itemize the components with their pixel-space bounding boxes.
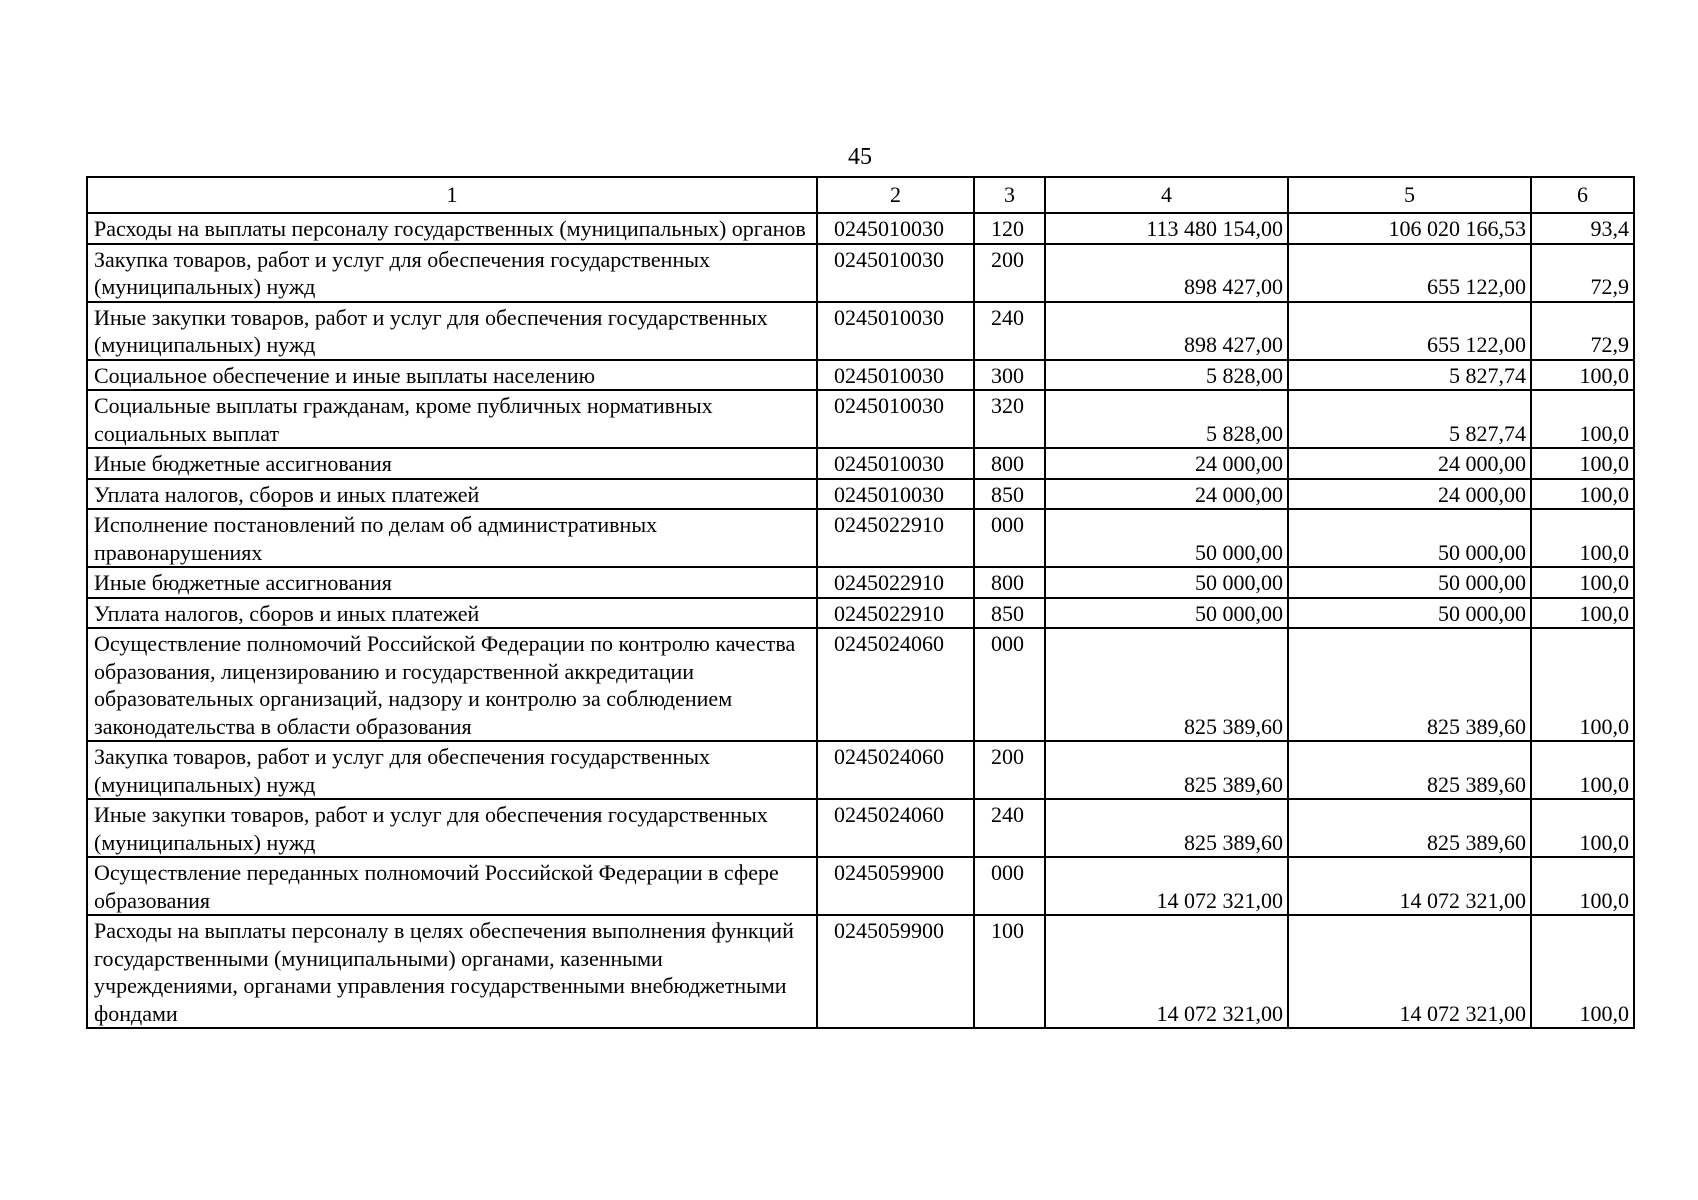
row-percent-cell: 100,0 — [1531, 741, 1634, 799]
column-header-6: 6 — [1531, 177, 1634, 213]
row-type-cell: 000 — [974, 509, 1045, 567]
row-percent-cell: 100,0 — [1531, 567, 1634, 598]
row-name-cell: Исполнение постановлений по делам об административных правонарушениях — [87, 509, 817, 567]
row-fact-cell: 50 000,00 — [1288, 567, 1531, 598]
row-name-cell: Социальное обеспечение и иные выплаты населению — [87, 360, 817, 391]
row-code-cell: 0245024060 — [817, 741, 974, 799]
row-fact-cell: 825 389,60 — [1288, 799, 1531, 857]
row-percent-cell: 100,0 — [1531, 448, 1634, 479]
row-code-cell: 0245022910 — [817, 509, 974, 567]
table-row — [87, 244, 1634, 302]
row-fact-cell: 106 020 166,53 — [1288, 213, 1531, 244]
row-percent-cell: 100,0 — [1531, 509, 1634, 567]
row-name-cell: Иные закупки товаров, работ и услуг для обеспечения государственных (муниципальных) нужд — [87, 302, 817, 360]
row-name-cell: Расходы на выплаты персоналу в целях обеспечения выполнения функций государственными (муниципальными) органами, казенными учреждениями, органами управления государственными внебюджетными фондами — [87, 915, 817, 1028]
row-percent-cell: 72,9 — [1531, 302, 1634, 360]
row-name-cell: Осуществление полномочий Российской Федерации по контролю качества образования, лицензированию и государственной аккредитации образовательных организаций, надзору и контролю за соблюдением законодательства в области образования — [87, 628, 817, 741]
table-row — [87, 915, 1634, 1028]
row-fact-cell: 825 389,60 — [1288, 741, 1531, 799]
table-row — [87, 509, 1634, 567]
row-type-cell: 200 — [974, 244, 1045, 302]
row-code-cell: 0245010030 — [817, 360, 974, 391]
row-type-cell: 200 — [974, 741, 1045, 799]
row-percent-cell: 93,4 — [1531, 213, 1634, 244]
row-type-cell: 120 — [974, 213, 1045, 244]
row-name-cell: Иные бюджетные ассигнования — [87, 567, 817, 598]
row-name-cell: Закупка товаров, работ и услуг для обеспечения государственных (муниципальных) нужд — [87, 741, 817, 799]
row-type-cell: 100 — [974, 915, 1045, 1028]
row-name-cell: Социальные выплаты гражданам, кроме публичных нормативных социальных выплат — [87, 390, 817, 448]
table-body — [87, 213, 1634, 1028]
row-percent-cell: 72,9 — [1531, 244, 1634, 302]
row-name-cell: Расходы на выплаты персоналу государственных (муниципальных) органов — [87, 213, 817, 244]
row-plan-cell: 50 000,00 — [1045, 598, 1288, 629]
row-code-cell: 0245022910 — [817, 598, 974, 629]
row-plan-cell: 24 000,00 — [1045, 479, 1288, 510]
row-fact-cell: 50 000,00 — [1288, 509, 1531, 567]
row-code-cell: 0245059900 — [817, 915, 974, 1028]
row-code-cell: 0245010030 — [817, 213, 974, 244]
row-fact-cell: 24 000,00 — [1288, 448, 1531, 479]
row-fact-cell: 24 000,00 — [1288, 479, 1531, 510]
row-plan-cell: 825 389,60 — [1045, 799, 1288, 857]
row-percent-cell: 100,0 — [1531, 360, 1634, 391]
table-row — [87, 567, 1634, 598]
column-header-2: 2 — [817, 177, 974, 213]
row-type-cell: 320 — [974, 390, 1045, 448]
table-row — [87, 799, 1634, 857]
column-header-5: 5 — [1288, 177, 1531, 213]
row-code-cell: 0245010030 — [817, 244, 974, 302]
row-plan-cell: 825 389,60 — [1045, 741, 1288, 799]
row-code-cell: 0245024060 — [817, 799, 974, 857]
row-plan-cell: 14 072 321,00 — [1045, 915, 1288, 1028]
row-plan-cell: 14 072 321,00 — [1045, 857, 1288, 915]
row-plan-cell: 24 000,00 — [1045, 448, 1288, 479]
row-name-cell: Уплата налогов, сборов и иных платежей — [87, 479, 817, 510]
table-row — [87, 302, 1634, 360]
row-percent-cell: 100,0 — [1531, 857, 1634, 915]
row-type-cell: 240 — [974, 799, 1045, 857]
row-plan-cell: 825 389,60 — [1045, 628, 1288, 741]
row-fact-cell: 655 122,00 — [1288, 244, 1531, 302]
table-row — [87, 857, 1634, 915]
column-header-1: 1 — [87, 177, 817, 213]
row-code-cell: 0245022910 — [817, 567, 974, 598]
row-fact-cell: 825 389,60 — [1288, 628, 1531, 741]
table-row — [87, 213, 1634, 244]
row-plan-cell: 5 828,00 — [1045, 360, 1288, 391]
row-fact-cell: 655 122,00 — [1288, 302, 1531, 360]
row-fact-cell: 5 827,74 — [1288, 390, 1531, 448]
row-code-cell: 0245010030 — [817, 479, 974, 510]
row-plan-cell: 898 427,00 — [1045, 244, 1288, 302]
table-row — [87, 448, 1634, 479]
page-number: 45 — [848, 144, 872, 170]
row-type-cell: 850 — [974, 479, 1045, 510]
row-percent-cell: 100,0 — [1531, 915, 1634, 1028]
table-row — [87, 741, 1634, 799]
row-percent-cell: 100,0 — [1531, 799, 1634, 857]
row-fact-cell: 50 000,00 — [1288, 598, 1531, 629]
row-code-cell: 0245024060 — [817, 628, 974, 741]
row-type-cell: 240 — [974, 302, 1045, 360]
column-header-4: 4 — [1045, 177, 1288, 213]
table-row — [87, 390, 1634, 448]
row-code-cell: 0245010030 — [817, 448, 974, 479]
row-fact-cell: 14 072 321,00 — [1288, 857, 1531, 915]
row-code-cell: 0245059900 — [817, 857, 974, 915]
row-type-cell: 000 — [974, 857, 1045, 915]
row-plan-cell: 5 828,00 — [1045, 390, 1288, 448]
row-type-cell: 800 — [974, 448, 1045, 479]
row-plan-cell: 50 000,00 — [1045, 509, 1288, 567]
table-row — [87, 360, 1634, 391]
row-code-cell: 0245010030 — [817, 390, 974, 448]
row-name-cell: Осуществление переданных полномочий Российской Федерации в сфере образования — [87, 857, 817, 915]
row-name-cell: Иные закупки товаров, работ и услуг для обеспечения государственных (муниципальных) нужд — [87, 799, 817, 857]
budget-table — [86, 176, 1635, 1029]
table-header-row — [87, 177, 1634, 213]
row-percent-cell: 100,0 — [1531, 479, 1634, 510]
row-type-cell: 800 — [974, 567, 1045, 598]
table-row — [87, 598, 1634, 629]
row-code-cell: 0245010030 — [817, 302, 974, 360]
row-name-cell: Иные бюджетные ассигнования — [87, 448, 817, 479]
column-header-3: 3 — [974, 177, 1045, 213]
row-name-cell: Уплата налогов, сборов и иных платежей — [87, 598, 817, 629]
row-percent-cell: 100,0 — [1531, 390, 1634, 448]
row-type-cell: 000 — [974, 628, 1045, 741]
table-row — [87, 628, 1634, 741]
row-name-cell: Закупка товаров, работ и услуг для обеспечения государственных (муниципальных) нужд — [87, 244, 817, 302]
row-plan-cell: 113 480 154,00 — [1045, 213, 1288, 244]
row-type-cell: 300 — [974, 360, 1045, 391]
row-percent-cell: 100,0 — [1531, 598, 1634, 629]
row-plan-cell: 898 427,00 — [1045, 302, 1288, 360]
row-plan-cell: 50 000,00 — [1045, 567, 1288, 598]
row-type-cell: 850 — [974, 598, 1045, 629]
table-row — [87, 479, 1634, 510]
row-fact-cell: 5 827,74 — [1288, 360, 1531, 391]
row-fact-cell: 14 072 321,00 — [1288, 915, 1531, 1028]
row-percent-cell: 100,0 — [1531, 628, 1634, 741]
